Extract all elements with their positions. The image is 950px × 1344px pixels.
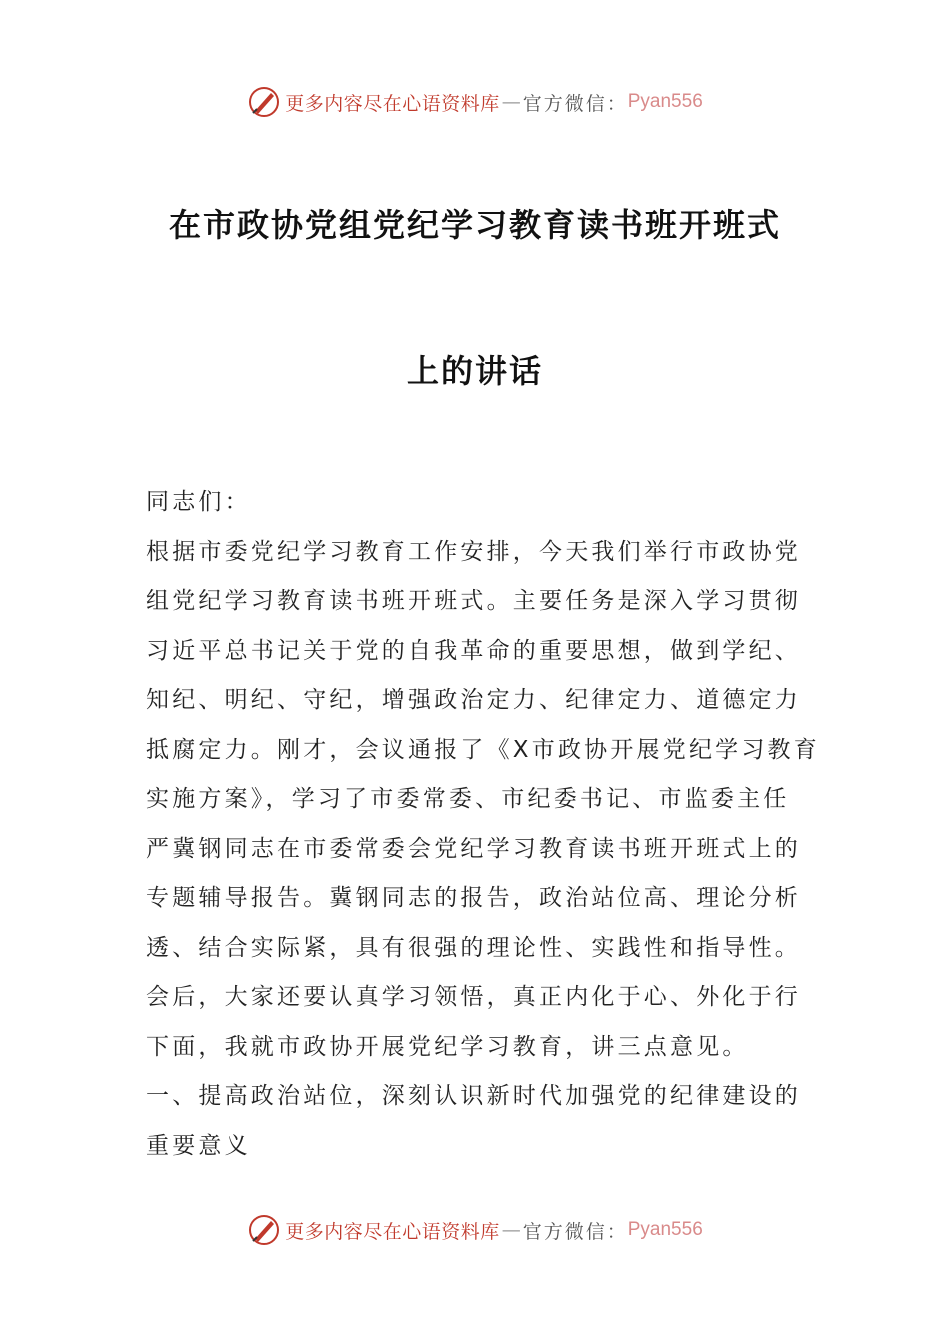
body-line: 知纪、明纪、守纪，增强政治定力、纪律定力、道德定力 [146,687,801,713]
banner-wechat-id: Pyan556 [627,91,703,112]
document-title-line-2: 上的讲话 [406,352,543,390]
banner-separator: — [501,1219,521,1241]
body-line: 同志们： [146,489,251,515]
banner-text: 更多内容尽在心语资料库 [285,1220,500,1243]
body-line: 习近平总书记关于党的自我革命的重要思想，做到学纪、 [146,637,801,664]
section-heading-line: 重要意义 [146,1132,251,1159]
body-line: 透、结合实际紧，具有很强的理论性、实践性和指导性。 [146,934,801,961]
body-line: 专题辅导报告。冀钢同志的报告，政治站位高、理论分析 [146,885,801,911]
body-line: 严冀钢同志在市委常委会党纪学习教育读书班开班式上的 [146,835,801,862]
footer-watermark-banner [0,1210,950,1250]
banner-text: 更多内容尽在心语资料库 [285,92,500,115]
banner-separator: — [501,91,521,113]
quill-logo-icon [247,1213,281,1247]
body-line: 下面，我就市政协开展党纪学习教育，讲三点意见。 [146,1033,749,1060]
document-body [146,478,820,1171]
body-line: 会后，大家还要认真学习领悟，真正内化于心、外化于行 [146,984,801,1010]
section-heading-line: 一、提高政治站位，深刻认识新时代加强党的纪律建设的 [146,1083,801,1109]
quill-logo-icon [247,85,281,119]
banner-wechat-label: 官方微信： [522,1220,628,1243]
banner-wechat-label: 官方微信： [522,92,628,115]
body-line: 根据市委党纪学习教育工作安排，今天我们举行市政协党 [146,538,801,565]
banner-wechat-id: Pyan556 [627,1219,703,1240]
body-line: 抵腐定力。刚才，会议通报了《X市政协开展党纪学习教育 [146,736,820,763]
body-line: 组党纪学习教育读书班开班式。主要任务是深入学习贯彻 [146,588,801,614]
document-title-line-1: 在市政协党组党纪学习教育读书班开班式 [168,206,781,244]
header-watermark-banner [0,82,950,122]
body-line: 实施方案》，学习了市委常委、市纪委书记、市监委主任 [146,786,790,812]
